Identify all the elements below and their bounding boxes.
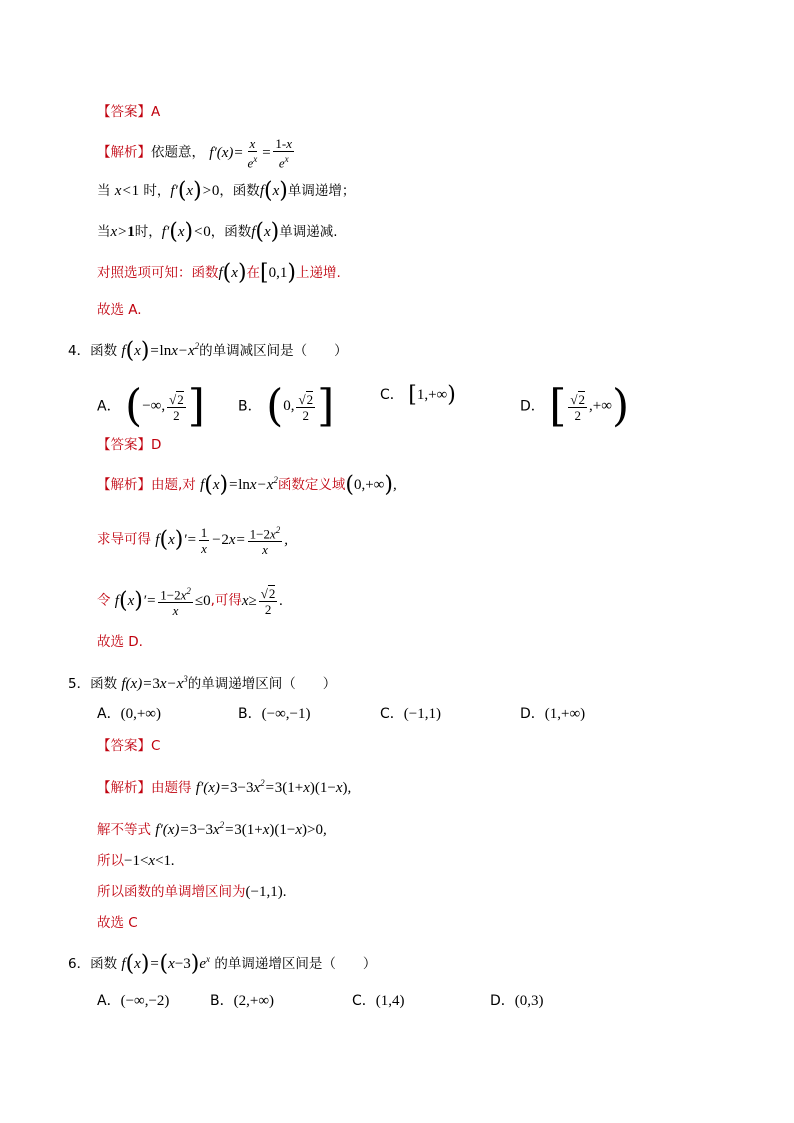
text: 时，	[143, 183, 171, 199]
q4-analysis-line	[97, 470, 397, 496]
option-value: (1,+∞)	[544, 706, 586, 722]
q6-option-d	[490, 991, 544, 1011]
math: x≥ $\frac{√2}{2}$ .	[241, 585, 284, 617]
math: $f(x)=(x-3)e^x$	[121, 951, 211, 977]
text: 令	[97, 592, 111, 609]
q6-option-c	[352, 991, 405, 1011]
math: f(x)′= $\frac{1-2x^2}{x}$ ≤0	[114, 586, 211, 619]
text: 单调递增；	[287, 183, 356, 199]
q4-choose: 故选 D.	[97, 634, 143, 650]
q3-choose: 故选 A.	[97, 302, 142, 318]
math: f(x)	[251, 219, 280, 245]
text: 当	[97, 224, 111, 240]
option-value: (−∞,−1)	[261, 706, 311, 722]
option-math: (−∞, $\frac{√2}{2}$ ]	[125, 381, 205, 432]
q5-option-b	[238, 704, 310, 724]
q5-option-d	[520, 704, 585, 724]
math: f(x)	[259, 178, 288, 204]
text: 所以函数的单调增区间为	[97, 884, 246, 900]
option-label: D．	[490, 993, 515, 1009]
q5-answer-line	[97, 736, 160, 756]
q5-step3-line	[97, 851, 175, 871]
math: $f'(x)=3-3x^2=3(1+x)(1-x)>0$,	[155, 820, 327, 838]
text: 函数	[90, 956, 118, 972]
option-label: B．	[238, 706, 262, 722]
math: x<1	[114, 183, 140, 199]
math: $f(x)=\ln x-x^2$	[200, 472, 278, 498]
q3-answer-line	[97, 102, 160, 122]
text: 函数	[90, 343, 118, 359]
question-number: 5．	[68, 676, 91, 692]
option-value: (0,3)	[514, 993, 544, 1009]
option-label: C．	[380, 706, 404, 722]
answer-value: C	[151, 738, 161, 754]
text: 在	[246, 265, 261, 281]
math: (0,+∞),	[345, 472, 397, 498]
text: 单调递减.	[279, 224, 338, 240]
q3-cond1-line	[97, 178, 356, 204]
text: 上递增.	[295, 265, 341, 281]
q5-option-a	[97, 704, 161, 724]
option-math: [1,+∞)	[408, 382, 456, 408]
math: (−1,1).	[245, 884, 287, 900]
math: −1<x<1.	[124, 853, 175, 869]
math: $f(x)=3x-x^3$	[121, 674, 188, 692]
q3-cond2-line	[97, 219, 338, 245]
math: f′(x)>0	[170, 178, 220, 204]
q3-analysis-line	[97, 136, 296, 170]
option-label: C．	[352, 993, 376, 1009]
question-number: 6．	[68, 956, 91, 972]
text: ，函数	[219, 183, 260, 199]
q5-choose: 故选 C	[97, 915, 138, 931]
option-value: (−∞,−2)	[120, 993, 170, 1009]
math: f(x)	[218, 260, 247, 286]
q6-option-b	[210, 991, 274, 1011]
answer-tag: 【答案】	[97, 104, 151, 120]
math: f(x)′= $\frac{1}{x}$ −2x= $\frac{1-2x^2}{x}$ ,	[155, 524, 289, 558]
analysis-tag: 【解析】	[97, 144, 151, 161]
q5-analysis-line	[97, 773, 351, 798]
option-value: (2,+∞)	[233, 993, 275, 1009]
option-label: A．	[97, 993, 121, 1009]
q4-step3-line	[97, 584, 283, 618]
text: 时，	[134, 224, 162, 240]
option-label: C．	[380, 387, 404, 403]
option-label: A．	[97, 398, 121, 415]
q3-compare-line	[97, 260, 341, 286]
text: 函数	[90, 676, 118, 692]
text: 由题得	[151, 780, 192, 796]
option-label: D．	[520, 398, 545, 415]
answer-tag: 【答案】	[97, 738, 151, 754]
answer-tag: 【答案】	[97, 437, 151, 453]
q4-step2-line	[97, 523, 288, 557]
q4-option-c	[380, 382, 456, 408]
q4-option-a	[97, 381, 205, 432]
text: 求导可得	[97, 531, 151, 548]
option-math: [ $\frac{√2}{2}$ ,+∞)	[549, 381, 630, 432]
text: 的单调递增区间（ ）	[187, 676, 337, 692]
option-math: (0, $\frac{√2}{2}$ ]	[266, 381, 335, 432]
text: 当	[97, 183, 111, 199]
text: ,可得	[210, 592, 242, 609]
q5-step4-line	[97, 882, 286, 902]
q4-option-b	[238, 381, 335, 432]
answer-value: A	[151, 104, 161, 120]
q4-answer-line	[97, 435, 161, 455]
option-value: (1,4)	[375, 993, 405, 1009]
option-value: (−1,1)	[403, 706, 441, 722]
q4-option-d	[520, 381, 630, 432]
math: $f(x)=\ln x-x^2$	[121, 338, 200, 364]
answer-value: D	[151, 437, 162, 453]
math: [0,1)	[260, 260, 296, 286]
math: f′(x)<0	[161, 219, 211, 245]
option-label: D．	[520, 706, 545, 722]
math: x>1	[110, 224, 135, 240]
analysis-tag: 【解析】	[97, 780, 151, 796]
text: 由题,对	[151, 477, 196, 493]
q5-option-c	[380, 704, 441, 724]
text: 对照选项可知：函数	[97, 265, 219, 281]
option-label: B．	[238, 398, 262, 415]
derivative-formula: f′(x)= $\frac{x}{e^x}$ = $\frac{1-x}{e^x}$	[209, 136, 293, 171]
analysis-tag: 【解析】	[97, 477, 151, 493]
option-label: A．	[97, 706, 121, 722]
q4-stem	[68, 336, 348, 362]
q6-option-a	[97, 991, 169, 1011]
text: 解不等式	[97, 822, 151, 838]
q6-stem	[68, 949, 376, 975]
question-number: 4．	[68, 343, 91, 359]
text: 函数定义域	[277, 477, 346, 493]
option-value: (0,+∞)	[120, 706, 161, 722]
q5-stem	[68, 669, 336, 694]
text: 的单调递增区间是（ ）	[214, 956, 377, 972]
math: $f'(x)=3-3x^2=3(1+x)(1-x)$,	[195, 778, 352, 796]
analysis-text: 依题意，	[151, 144, 205, 161]
q5-step2-line	[97, 815, 327, 840]
text: 的单调减区间是（ ）	[199, 343, 348, 359]
text: ，函数	[210, 224, 252, 240]
option-label: B．	[210, 993, 234, 1009]
text: 所以	[97, 853, 124, 869]
